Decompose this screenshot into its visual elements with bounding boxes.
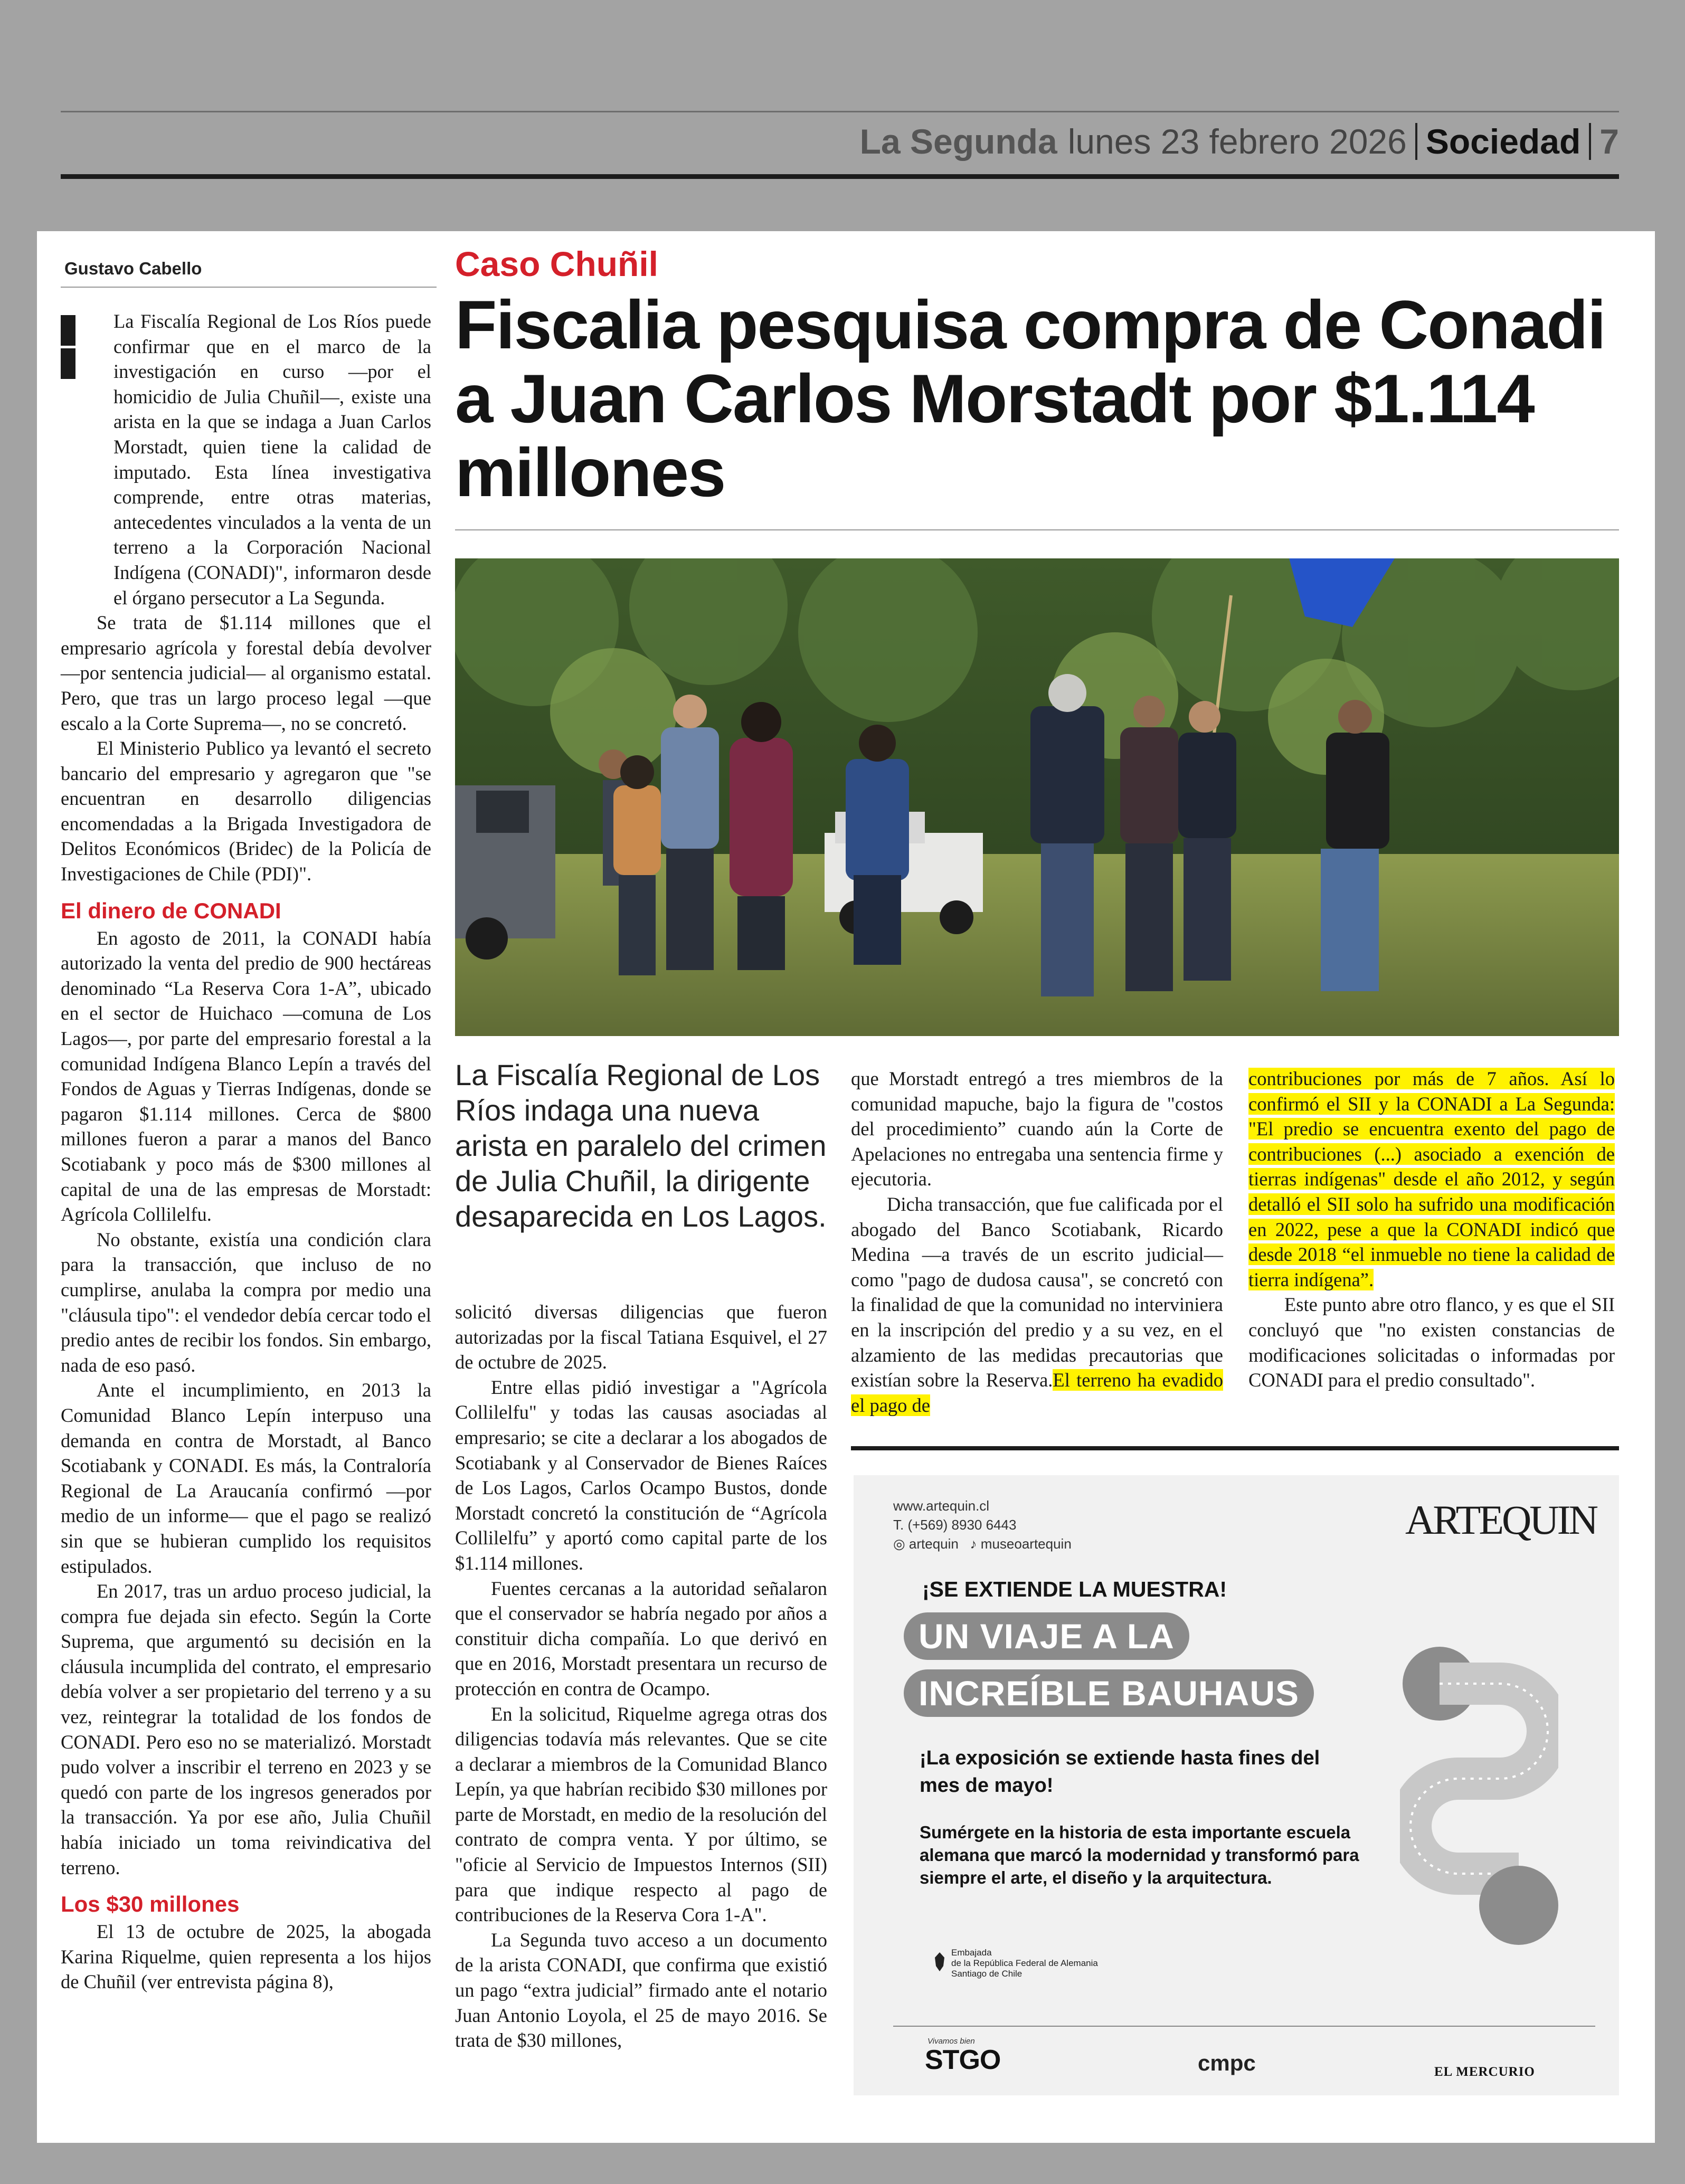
ad-website: www.artequin.cl (893, 1498, 990, 1514)
paragraph: Entre ellas pidió investigar a "Agrícola Collilelfu" y todas las causas asociadas al empresario; se cite a declarar a los abogados de Scotiabank y al Conservador de Bienes Raíces de Los Lagos, Carlos Ocampo Bustos, donde Morstadt concretó la constitución de “Agrícola Collilelfu” y aportó como capital parte de los $1.114 millones. (455, 1376, 827, 1574)
headline: Fiscalia pesquisa compra de Conadi a Juan Carlos Morstadt por $1.114 millones (455, 286, 1605, 511)
paragraph: El Ministerio Publico ya levantó el secreto bancario del empresario y agregaron que "se encuentran en desarrollo diligencias encomendadas a la Brigada Investigadora de Delitos Económicos (Bridec) de la Policía de Investigaciones de Chile (PDI)". (61, 737, 431, 885)
masthead-top-rule (61, 111, 1619, 112)
ad-footer-rule (893, 2026, 1595, 2027)
ad-contact (893, 1496, 1072, 1553)
paragraph: La Fiscalía Regional de Los Ríos puede confirmar que en el marco de la investigación en curso —por el homicidio de Julia Chuñil—, existe una arista en la que se indaga a Juan Carlos Morstadt, quien tiene la calidad de imputado. Esta línea investigativa comprende, entre otras materias, antecedentes vinculados a la venta de un terreno a la Corporación Nacional Indígena (CONADI)", informaron desde el órgano persecutor a La Segunda. (113, 310, 431, 609)
tiktok-icon: ♪ (970, 1536, 977, 1552)
highlighted-text: El terreno ha evadido el pago de (851, 1369, 1224, 1416)
paragraph: Fuentes cercanas a la autoridad señalaron que el conservador se habría negado por años a constituir dicha compañía. Lo que derivó en que en 2016, Morstadt presentara un recurso de protección en contra de Ocampo. (455, 1577, 827, 1699)
paragraph: Se trata de $1.114 millones que el empresario agrícola y forestal debía devolver —por sentencia judicial— al organismo estatal. Pero, que tras un largo proceso legal —que escalo a la Corte Suprema—, no se concretó. (61, 612, 431, 734)
masthead (860, 115, 1619, 168)
paragraph-text: Dicha transacción, que fue calificada por el abogado del Banco Scotiabank, Ricardo Medina —a través de un escrito judicial— como "pago de dudosa causa", se concretó con la finalidad de que la comunidad no interviniera en la inscripción del predio y a su vez, en el alzamiento de las medidas precautorias que existían sobre la Reserva. (851, 1193, 1223, 1391)
paragraph: que Morstadt entregó a tres miembros de la comunidad mapuche, bajo la figura de "costos del procedimiento” cuando aún la Corte de Apelaciones no entregaba una sentencia firme y ejecutoria. (851, 1068, 1223, 1190)
paragraph: El 13 de octubre de 2025, la abogada Karina Riquelme, quien representa a los hijos de Chuñil (ver entrevista página 8), (61, 1921, 431, 1993)
paragraph: La Segunda tuvo acceso a un documento de la arista CONADI, que confirma que existió un pago “extra judicial” firmado ante el notario Juan Antonio Loyola, el 25 de mayo 2016. Se trata de $30 millones, (455, 1929, 827, 2052)
masthead-separator (1589, 123, 1591, 160)
paragraph: No obstante, existía una condición clara para la transacción, que incluso de no cumplirse, anulaba la compra por medio una "cláusula tipo": el vendedor debía cercar todo el predio antes de recibir los fondos. Sin embargo, nada de eso pasó. (61, 1228, 431, 1376)
instagram-icon: ◎ (893, 1536, 905, 1552)
ad-title-line-2: INCREÍBLE BAUHAUS (904, 1669, 1314, 1717)
photo-truck-left (455, 785, 555, 960)
masthead-bottom-rule (61, 174, 1619, 179)
ad-description: Sumérgete en la historia de esta importante escuela alemana que marcó la modernidad y transformó para siempre el arte, el diseño y la arquitectura. (920, 1822, 1359, 1887)
paragraph: En la solicitud, Riquelme agrega otras dos diligencias todavía más relevantes. Que se cite a declarar a miembros de la Comunidad Blanco Lepín, ya que habrían recibido $30 millones por parte de Morstadt, en medio de la resolución del contrato de compra venta. Y por último, se "oficie al Servicio de Impuestos Internos (SII) para que indique respecto al pago de contribuciones de la Reserva Cora 1-A". (455, 1703, 827, 1926)
embassy-line: Embajada (951, 1948, 992, 1958)
paragraph (851, 1192, 1223, 1418)
paragraph: Ante el incumplimiento, en 2013 la Comunidad Blanco Lepín interpuso una demanda en contra de Morstadt, al Banco Scotiabank y CONADI. Es más, la Contraloría Regional de La Araucanía confirmó —por medio de un informe— que el pago se realizó sin que se hubieran cumplido los requisitos estipulados. (61, 1379, 431, 1577)
subhead-30-millones: Los $30 millones (61, 1892, 240, 1917)
highlighted-text: contribuciones por más de 7 años. Así lo confirmó el SII y la CONADI a La Segunda: "El predio se encuentra exento del pago de contribuciones (...) asociado a exención de tierras indígenas" desde el año 2012, y según detalló el SII solo ha sufrido una modificación en 2022, pese a que la CONADI indicó que desde 2018 “el inmueble no tiene la calidad de tierra indígena”. (1248, 1068, 1615, 1290)
ad-tiktok: museoartequin (980, 1536, 1072, 1552)
article-column-4 (1248, 1066, 1615, 1393)
german-eagle-icon (933, 1950, 946, 1974)
masthead-brand: La Segunda (859, 122, 1057, 161)
paragraph (1248, 1066, 1615, 1292)
subhead-conadi: El dinero de CONADI (61, 898, 281, 923)
headline-rule (455, 529, 1619, 530)
sponsor-stgo-logo: STGO (925, 2045, 1001, 2075)
masthead-date: lunes 23 febrero 2026 (1067, 122, 1407, 161)
article-column-3 (851, 1066, 1223, 1418)
ad-phone: T. (+569) 8930 6443 (893, 1517, 1017, 1533)
advertisement-rule (851, 1446, 1619, 1450)
ad-instagram: artequin (908, 1536, 959, 1552)
bauhaus-graphic (1400, 1647, 1558, 1948)
sponsor-el-mercurio-logo: EL MERCURIO (1434, 2065, 1535, 2079)
article-photo (455, 558, 1619, 1036)
paragraph: Este punto abre otro flanco, y es que el SII concluyó que "no existen constancias de modificaciones solicitadas o informadas por CONADI para el predio consultado". (1248, 1294, 1615, 1391)
advertisement (854, 1475, 1619, 2095)
article-column-1 (61, 309, 431, 1995)
kicker: Caso Chuñil (455, 244, 659, 283)
masthead-section: Sociedad (1425, 122, 1581, 161)
embassy-line: de la República Federal de Alemania (951, 1958, 1098, 1968)
byline: Gustavo Cabello (64, 259, 202, 278)
embassy-credit (951, 1948, 1098, 1979)
ad-subtitle: ¡La exposición se extiende hasta fines del mes de mayo! (920, 1747, 1320, 1797)
embassy-line: Santiago de Chile (951, 1969, 1023, 1979)
paragraph: En 2017, tras un arduo proceso judicial, la compra fue dejada sin efecto. Según la Corte Suprema, que argumentó su decisión en la cláusula incumplida del contrato, el empresario debía volver a ser propietario del terreno y a su vez, reintegrar la totalidad de los fondos de CONADI. Pero eso no se materializó. Morstadt pudo volver a inscribir el terreno en 2023 y se quedó con parte de los ingresos generados por la transacción. Ya por ese año, Julia Chuñil había iniciado un toma reivindicativa del terreno. (61, 1580, 431, 1878)
paragraph: En agosto de 2011, la CONADI había autorizado la venta del predio de 900 hectáreas denominado “La Reserva Cora 1-A”, ubicado en el sector de Huichaco —comuna de Los Lagos—, por parte del empresario forestal a la comunidad Indígena Blanco Lepín a través del Fondos de Aguas y Tierras Indígenas, donde se pagaron $1.114 millones. Cerca de $800 millones fueron a parar a manos del Banco Scotiabank y poco más de $300 millones al capital de una de las empresas de Morstadt: Agrícola Collilelfu. (61, 927, 431, 1226)
article-column-2 (455, 1299, 827, 2053)
paragraph: solicitó diversas diligencias que fueron autorizadas por la fiscal Tatiana Esquivel, el 27 de octubre de 2025. (455, 1301, 827, 1373)
masthead-page-number: 7 (1599, 122, 1619, 161)
ad-extends-banner: ¡SE EXTIENDE LA MUESTRA! (922, 1577, 1227, 1601)
deck: La Fiscalía Regional de Los Ríos indaga una nueva arista en paralelo del crimen de Julia Chuñil, la dirigente desaparecida en Los Lagos. (455, 1058, 827, 1233)
sponsor-cmpc-logo: cmpc (1198, 2050, 1256, 2075)
ad-title-line-1: UN VIAJE A LA (904, 1612, 1189, 1660)
byline-rule (61, 287, 437, 288)
artequin-logo: ARTEQUIN (1405, 1497, 1596, 1543)
sponsor-stgo-tagline: Vivamos bien (927, 2037, 975, 2046)
masthead-separator (1415, 123, 1417, 160)
ad-social (893, 1534, 1072, 1553)
